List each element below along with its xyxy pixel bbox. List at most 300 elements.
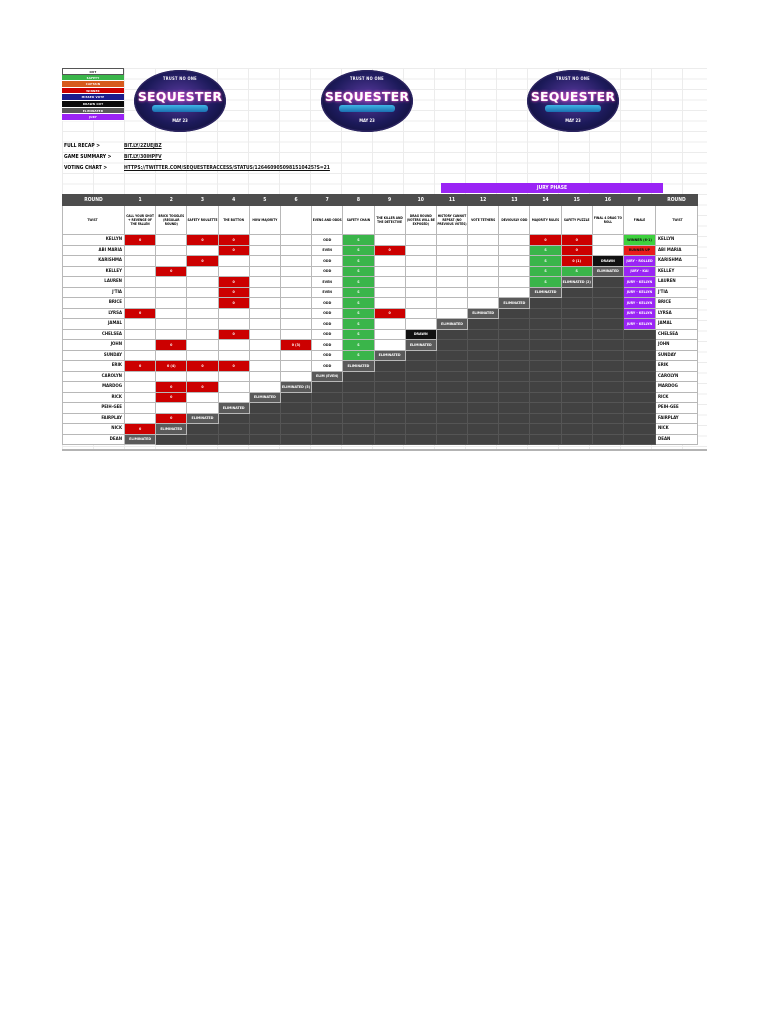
empty-cell — [156, 277, 187, 288]
out-cell — [405, 392, 436, 403]
out-cell — [468, 319, 499, 330]
empty-cell — [436, 245, 467, 256]
empty-cell — [125, 403, 156, 414]
logo-date: MAY 23 — [565, 118, 581, 123]
out-cell — [530, 329, 561, 340]
out-cell — [592, 308, 623, 319]
empty-cell — [468, 266, 499, 277]
out-cell — [374, 413, 405, 424]
empty-cell — [280, 298, 311, 309]
empty-cell — [249, 350, 280, 361]
out-cell — [624, 392, 656, 403]
out-cell — [530, 308, 561, 319]
empty-cell — [218, 350, 249, 361]
vote-cell: 0 — [530, 235, 561, 246]
empty-cell — [249, 382, 280, 393]
vote-cell: ODD — [312, 350, 343, 361]
empty-cell — [156, 319, 187, 330]
twist-cell: SAFETY PUZZLE — [561, 206, 592, 235]
empty-cell — [249, 256, 280, 267]
logo-date: MAY 23 — [359, 118, 375, 123]
out-cell — [499, 329, 530, 340]
out-cell — [592, 413, 623, 424]
game-summary-link[interactable]: BIT.LY/30IHPFV — [124, 154, 162, 160]
out-cell — [592, 361, 623, 372]
out-cell — [468, 392, 499, 403]
player-row — [63, 308, 698, 319]
safe-cell: S — [343, 308, 374, 319]
empty-cell — [436, 235, 467, 246]
out-cell — [530, 392, 561, 403]
eliminated-cell: ELIMINATED (5) — [280, 382, 311, 393]
empty-cell — [280, 256, 311, 267]
logo-band — [152, 105, 208, 112]
player-row — [63, 340, 698, 351]
logo-date: MAY 23 — [172, 118, 188, 123]
player-row — [63, 382, 698, 393]
out-cell — [530, 434, 561, 445]
empty-cell — [125, 371, 156, 382]
out-cell — [530, 424, 561, 435]
twist-cell: THE KILLER AND THE DETECTIVE — [374, 206, 405, 235]
vote-cell: ODD — [312, 298, 343, 309]
empty-cell — [156, 329, 187, 340]
player-name: CAROLYN — [63, 371, 125, 382]
out-cell — [468, 382, 499, 393]
empty-cell — [468, 298, 499, 309]
out-cell — [218, 434, 249, 445]
round-header-row — [63, 195, 698, 206]
out-cell — [468, 403, 499, 414]
out-cell — [530, 319, 561, 330]
player-name: CAROLYN — [656, 371, 698, 382]
empty-cell — [249, 277, 280, 288]
empty-cell — [436, 287, 467, 298]
round-number: 5 — [249, 195, 280, 206]
player-name: KELLYN — [63, 235, 125, 246]
out-cell — [468, 434, 499, 445]
out-cell — [530, 340, 561, 351]
out-cell — [530, 403, 561, 414]
out-cell — [249, 403, 280, 414]
out-cell — [561, 298, 592, 309]
full-recap-link[interactable]: BIT.LY/2ZUEJBZ — [124, 143, 162, 149]
vote-cell: 0 — [218, 329, 249, 340]
eliminated-cell: ELIMINATED — [436, 319, 467, 330]
out-cell — [436, 434, 467, 445]
empty-cell — [125, 392, 156, 403]
empty-cell — [499, 235, 530, 246]
player-name: MARDOG — [656, 382, 698, 393]
vote-cell: ODD — [312, 340, 343, 351]
out-cell — [624, 403, 656, 414]
vote-cell: 0 (1) — [561, 256, 592, 267]
logo-tagline: TRUST NO ONE — [556, 76, 590, 81]
empty-cell — [436, 256, 467, 267]
jury-cell: JURY - ROLLED — [624, 256, 656, 267]
empty-cell — [405, 245, 436, 256]
out-cell — [561, 434, 592, 445]
round-label: ROUND — [656, 195, 698, 206]
vote-cell: 0 — [561, 245, 592, 256]
twist-cell: HISTORY CANNOT REPEAT (NO PREVIOUS VOTES) — [436, 206, 467, 235]
player-name: JOHN — [656, 340, 698, 351]
empty-cell — [125, 245, 156, 256]
out-cell — [624, 329, 656, 340]
empty-cell — [125, 382, 156, 393]
out-cell — [468, 424, 499, 435]
twist-cell — [280, 206, 311, 235]
empty-cell — [499, 245, 530, 256]
out-cell — [405, 382, 436, 393]
jury-cell: JURY - KELLYN — [624, 319, 656, 330]
out-cell — [499, 434, 530, 445]
vote-cell: 0 — [187, 256, 218, 267]
twist-cell: FINALE — [624, 206, 656, 235]
out-cell — [530, 371, 561, 382]
safe-cell: S — [343, 319, 374, 330]
empty-cell — [374, 298, 405, 309]
voting-chart-link[interactable]: HTTPS://TWITTER.COM/SEQUESTERACCESS/STATUS/1264609050981510425?S=21 — [124, 165, 330, 171]
player-name: DEAN — [656, 434, 698, 445]
out-cell — [405, 361, 436, 372]
out-cell — [592, 350, 623, 361]
vote-cell: 0 — [125, 308, 156, 319]
out-cell — [468, 361, 499, 372]
twist-cell: SAFETY CHAIN — [343, 206, 374, 235]
twist-cell: THE BUTTON — [218, 206, 249, 235]
out-cell — [374, 392, 405, 403]
out-cell — [312, 413, 343, 424]
twist-cell: VOTE TETHERS — [468, 206, 499, 235]
empty-cell — [218, 340, 249, 351]
out-cell — [561, 287, 592, 298]
out-cell — [436, 392, 467, 403]
empty-cell — [187, 392, 218, 403]
empty-cell — [156, 287, 187, 298]
empty-cell — [280, 266, 311, 277]
out-cell — [436, 329, 467, 340]
player-name: DEAN — [63, 434, 125, 445]
player-row — [63, 235, 698, 246]
vote-cell: ODD — [312, 266, 343, 277]
eliminated-cell: ELIMINATED — [499, 298, 530, 309]
empty-cell — [280, 235, 311, 246]
empty-cell — [125, 350, 156, 361]
empty-cell — [249, 319, 280, 330]
out-cell — [156, 434, 187, 445]
out-cell — [499, 308, 530, 319]
out-cell — [624, 340, 656, 351]
out-cell — [343, 392, 374, 403]
drawn-cell: DRAWN — [405, 329, 436, 340]
safe-cell: S — [343, 235, 374, 246]
safe-cell: S — [343, 287, 374, 298]
legend-item: CAPTAIN — [62, 81, 124, 88]
player-name: J'TIA — [63, 287, 125, 298]
out-cell — [374, 434, 405, 445]
twist-label: TWIST — [63, 206, 125, 235]
vote-cell: 0 — [187, 382, 218, 393]
player-name: ABI MARIA — [656, 245, 698, 256]
out-cell — [624, 361, 656, 372]
out-cell — [374, 371, 405, 382]
round-number: 15 — [561, 195, 592, 206]
empty-cell — [156, 298, 187, 309]
sequester-logo — [527, 70, 619, 132]
out-cell — [405, 403, 436, 414]
empty-cell — [125, 256, 156, 267]
empty-cell — [187, 329, 218, 340]
out-cell — [468, 340, 499, 351]
out-cell — [468, 350, 499, 361]
logo-title: SEQUESTER — [137, 89, 223, 104]
out-cell — [312, 434, 343, 445]
player-name: BRICE — [63, 298, 125, 309]
empty-cell — [499, 256, 530, 267]
player-name: KELLEY — [63, 266, 125, 277]
out-cell — [468, 413, 499, 424]
sequester-logo — [134, 70, 226, 132]
empty-cell — [280, 245, 311, 256]
empty-cell — [405, 256, 436, 267]
empty-cell — [249, 235, 280, 246]
out-cell — [187, 434, 218, 445]
twist-cell: SAFETY ROULETTE — [187, 206, 218, 235]
safe-cell: S — [343, 245, 374, 256]
voting-chart-label: VOTING CHART > — [64, 165, 108, 171]
safe-cell: S — [343, 256, 374, 267]
player-row — [63, 361, 698, 372]
round-number: 1 — [125, 195, 156, 206]
out-cell — [280, 434, 311, 445]
out-cell — [624, 413, 656, 424]
empty-cell — [405, 277, 436, 288]
player-name: FAIRPLAY — [656, 413, 698, 424]
player-name: KELLEY — [656, 266, 698, 277]
empty-cell — [249, 245, 280, 256]
out-cell — [343, 371, 374, 382]
voting-chart-table — [62, 194, 698, 445]
safe-cell: S — [561, 266, 592, 277]
safe-cell: S — [343, 350, 374, 361]
round-number: 3 — [187, 195, 218, 206]
logo-tagline: TRUST NO ONE — [163, 76, 197, 81]
twist-label: TWIST — [656, 206, 698, 235]
empty-cell — [156, 308, 187, 319]
empty-cell — [405, 319, 436, 330]
out-cell — [592, 382, 623, 393]
out-cell — [405, 434, 436, 445]
player-row — [63, 298, 698, 309]
empty-cell — [249, 308, 280, 319]
player-row — [63, 413, 698, 424]
vote-cell: 0 (4) — [156, 361, 187, 372]
player-row — [63, 403, 698, 414]
player-row — [63, 256, 698, 267]
out-cell — [249, 434, 280, 445]
round-number: 8 — [343, 195, 374, 206]
empty-cell — [218, 308, 249, 319]
vote-cell: 0 — [156, 413, 187, 424]
out-cell — [187, 424, 218, 435]
out-cell — [561, 403, 592, 414]
logo-title: SEQUESTER — [530, 89, 616, 104]
safe-cell: S — [343, 266, 374, 277]
out-cell — [436, 361, 467, 372]
jury-cell: JURY - KELLYN — [624, 298, 656, 309]
out-cell — [218, 413, 249, 424]
empty-cell — [468, 256, 499, 267]
player-name: J'TIA — [656, 287, 698, 298]
empty-cell — [187, 403, 218, 414]
empty-cell — [249, 329, 280, 340]
out-cell — [624, 434, 656, 445]
empty-cell — [218, 392, 249, 403]
out-cell — [374, 382, 405, 393]
round-number: 9 — [374, 195, 405, 206]
player-row — [63, 319, 698, 330]
player-row — [63, 371, 698, 382]
round-label: ROUND — [63, 195, 125, 206]
vote-cell: 0 — [218, 287, 249, 298]
vote-cell: 0 — [125, 361, 156, 372]
empty-cell — [374, 235, 405, 246]
eliminated-cell: ELIMINATED — [343, 361, 374, 372]
empty-cell — [499, 287, 530, 298]
out-cell — [561, 392, 592, 403]
out-cell — [436, 350, 467, 361]
out-cell — [530, 382, 561, 393]
empty-cell — [187, 245, 218, 256]
empty-cell — [218, 382, 249, 393]
empty-cell — [218, 266, 249, 277]
player-name: LAUREN — [656, 277, 698, 288]
empty-cell — [374, 266, 405, 277]
empty-cell — [405, 235, 436, 246]
out-cell — [405, 371, 436, 382]
empty-cell — [405, 287, 436, 298]
vote-cell: 0 — [156, 340, 187, 351]
out-cell — [249, 413, 280, 424]
vote-cell: 0 — [187, 235, 218, 246]
player-row — [63, 287, 698, 298]
out-cell — [561, 361, 592, 372]
round-number: 16 — [592, 195, 623, 206]
empty-cell — [280, 350, 311, 361]
player-name: CHELSEA — [63, 329, 125, 340]
logo-tagline: TRUST NO ONE — [350, 76, 384, 81]
empty-cell — [468, 287, 499, 298]
out-cell — [561, 308, 592, 319]
empty-cell — [374, 256, 405, 267]
out-cell — [561, 371, 592, 382]
eliminated-cell: ELIMINATED — [156, 424, 187, 435]
empty-cell — [156, 245, 187, 256]
eliminated-cell: ELIMINATED — [187, 413, 218, 424]
empty-cell — [125, 340, 156, 351]
empty-cell — [592, 245, 623, 256]
vote-cell: 0 — [156, 266, 187, 277]
twist-cell: BRICK TOGGLES (REGULAR ROUND) — [156, 206, 187, 235]
out-cell — [343, 413, 374, 424]
game-summary-label: GAME SUMMARY > — [64, 154, 112, 160]
out-cell — [592, 403, 623, 414]
empty-cell — [249, 361, 280, 372]
safe-cell: S — [530, 277, 561, 288]
vote-cell: 0 — [156, 382, 187, 393]
logo-title: SEQUESTER — [324, 89, 410, 104]
out-cell — [343, 382, 374, 393]
vote-cell: 0 (3) — [280, 340, 311, 351]
empty-cell — [125, 298, 156, 309]
empty-cell — [187, 277, 218, 288]
player-name: BRICE — [656, 298, 698, 309]
legend-item: WINNER — [62, 88, 124, 95]
vote-cell: 0 — [218, 245, 249, 256]
out-cell — [499, 319, 530, 330]
empty-cell — [218, 371, 249, 382]
empty-cell — [249, 340, 280, 351]
player-name: FAIRPLAY — [63, 413, 125, 424]
vote-cell: 0 — [218, 235, 249, 246]
empty-cell — [249, 266, 280, 277]
empty-cell — [156, 235, 187, 246]
empty-cell — [499, 277, 530, 288]
player-row — [63, 424, 698, 435]
empty-cell — [125, 287, 156, 298]
eliminated-cell: ELIMINATED — [125, 434, 156, 445]
eliminated-cell: ELIMINATED — [218, 403, 249, 414]
player-name: JAMAL — [63, 319, 125, 330]
empty-cell — [125, 413, 156, 424]
safe-cell: S — [530, 245, 561, 256]
eliminated-cell: ELIMINATED — [405, 340, 436, 351]
player-name: JAMAL — [656, 319, 698, 330]
twist-cell: DRAG ROUND (VOTERS WILL BE EXPOSED) — [405, 206, 436, 235]
empty-cell — [280, 371, 311, 382]
out-cell — [499, 424, 530, 435]
vote-cell: 0 — [156, 392, 187, 403]
player-name: PEIH-GEE — [63, 403, 125, 414]
out-cell — [561, 329, 592, 340]
empty-cell — [249, 287, 280, 298]
player-name: SUNDAY — [63, 350, 125, 361]
player-name: JOHN — [63, 340, 125, 351]
out-cell — [499, 361, 530, 372]
empty-cell — [156, 350, 187, 361]
empty-cell — [218, 256, 249, 267]
empty-cell — [280, 319, 311, 330]
vote-cell: 0 — [218, 361, 249, 372]
out-cell — [499, 403, 530, 414]
jury-phase-banner: JURY PHASE — [441, 183, 663, 193]
empty-cell — [499, 266, 530, 277]
eliminated-cell: ELIMINATED — [592, 266, 623, 277]
full-recap-row — [62, 141, 162, 151]
out-cell — [561, 424, 592, 435]
vote-cell: 0 — [374, 245, 405, 256]
round-number: F — [624, 195, 656, 206]
vote-cell: EVEN — [312, 287, 343, 298]
vote-cell: 0 — [125, 424, 156, 435]
empty-cell — [249, 298, 280, 309]
vote-cell: 0 — [125, 235, 156, 246]
player-name: RICK — [63, 392, 125, 403]
out-cell — [436, 413, 467, 424]
round-number: 6 — [280, 195, 311, 206]
out-cell — [592, 434, 623, 445]
